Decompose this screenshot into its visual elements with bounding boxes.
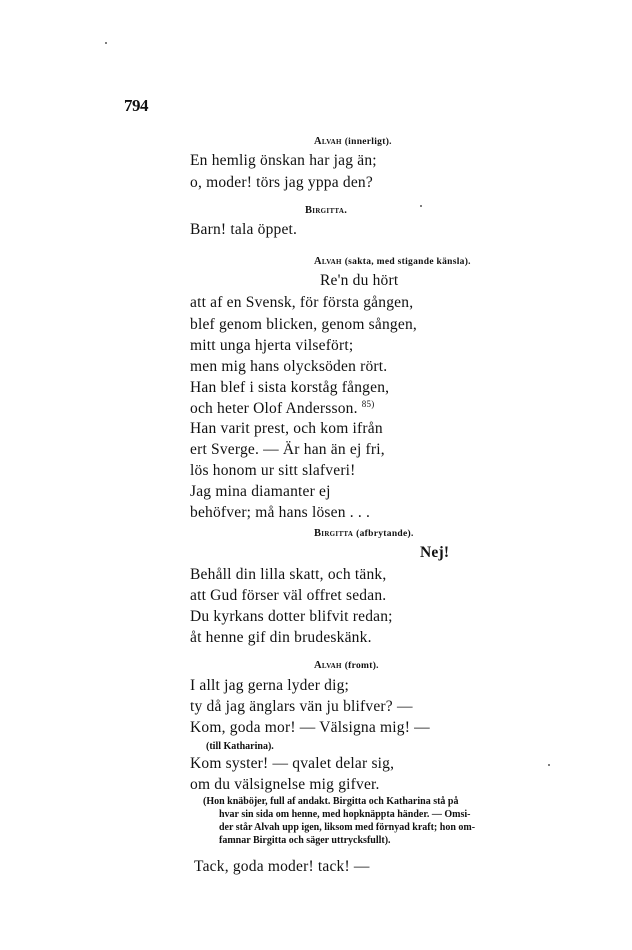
verse-line: mitt unga hjerta vilsefört;	[190, 337, 354, 354]
speaker-name: Alvah	[314, 256, 342, 267]
verse-line: Jag mina diamanter ej	[190, 483, 331, 500]
verse-line: En hemlig önskan har jag än;	[190, 152, 377, 169]
verse-line: o, moder! törs jag yppa den?	[190, 174, 373, 191]
speaker-direction: (fromt).	[344, 661, 379, 671]
verse-line: Nej!	[420, 544, 450, 561]
verse-line: lös honom ur sitt slafveri!	[190, 462, 356, 479]
verse-line: Behåll din lilla skatt, och tänk,	[190, 566, 387, 583]
speaker-name: Alvah	[314, 660, 342, 671]
verse-line: Re'n du hört	[320, 272, 399, 289]
verse-line: ert Sverge. — Är han än ej fri,	[190, 441, 385, 458]
speaker-name: Birgitta.	[305, 205, 348, 216]
print-speck	[105, 42, 107, 44]
speaker-heading	[314, 660, 379, 671]
verse-line: Kom, goda mor! — Välsigna mig! —	[190, 719, 430, 736]
verse-line: Du kyrkans dotter blifvit redan;	[190, 608, 393, 625]
speaker-heading	[314, 256, 471, 267]
verse-line: att af en Svensk, för första gången,	[190, 294, 414, 311]
speaker-direction: (innerligt).	[344, 137, 392, 147]
verse-line: blef genom blicken, genom sången,	[190, 316, 417, 333]
stage-direction	[203, 795, 573, 847]
speaker-direction: (sakta, med stigande känsla).	[344, 257, 471, 267]
speaker-name: Alvah	[314, 136, 342, 147]
print-speck	[420, 205, 422, 207]
verse-text: och heter Olof Andersson.	[190, 400, 358, 418]
stage-direction-line: hvar sin sida om henne, med hopknäppta händer. — Omsi-	[219, 809, 471, 820]
verse-line: I allt jag gerna lyder dig;	[190, 677, 350, 694]
stage-direction-line: famnar Birgitta och säger uttrycksfullt).	[219, 835, 391, 846]
verse-line: åt henne gif din brudeskänk.	[190, 629, 372, 646]
verse-line: Tack, goda moder! tack! —	[194, 858, 370, 875]
verse-line: Han blef i sista korståg fången,	[190, 379, 390, 396]
page-number: 794	[124, 96, 148, 115]
verse-line: om du välsignelse mig gifver.	[190, 776, 380, 793]
speaker-heading	[305, 205, 347, 216]
speaker-heading	[314, 528, 414, 539]
print-speck	[548, 764, 550, 766]
verse-line: Barn! tala öppet.	[190, 221, 298, 238]
footnote-marker: 85)	[361, 399, 375, 409]
verse-line: men mig hans olycksöden rört.	[190, 358, 388, 375]
verse-line: Kom syster! — qvalet delar sig,	[190, 755, 395, 772]
verse-line: att Gud förser väl offret sedan.	[190, 587, 387, 604]
stage-direction-line: der står Alvah upp igen, liksom med förnyad kraft; hon om-	[219, 822, 476, 833]
verse-line: Han varit prest, och kom ifrån	[190, 420, 383, 437]
speaker-name: Birgitta	[314, 528, 354, 539]
verse-line: behöfver; må hans lösen . . .	[190, 504, 371, 521]
verse-line-with-footnote	[190, 399, 374, 418]
speaker-direction: (afbrytande).	[356, 529, 414, 539]
verse-line: ty då jag änglars vän ju blifver? —	[190, 698, 413, 715]
inline-stage-direction: (till Katharina).	[206, 741, 274, 752]
stage-direction-line: (Hon knäböjer, full af andakt. Birgitta och Katharina stå på	[203, 796, 459, 807]
speaker-heading	[314, 136, 392, 147]
